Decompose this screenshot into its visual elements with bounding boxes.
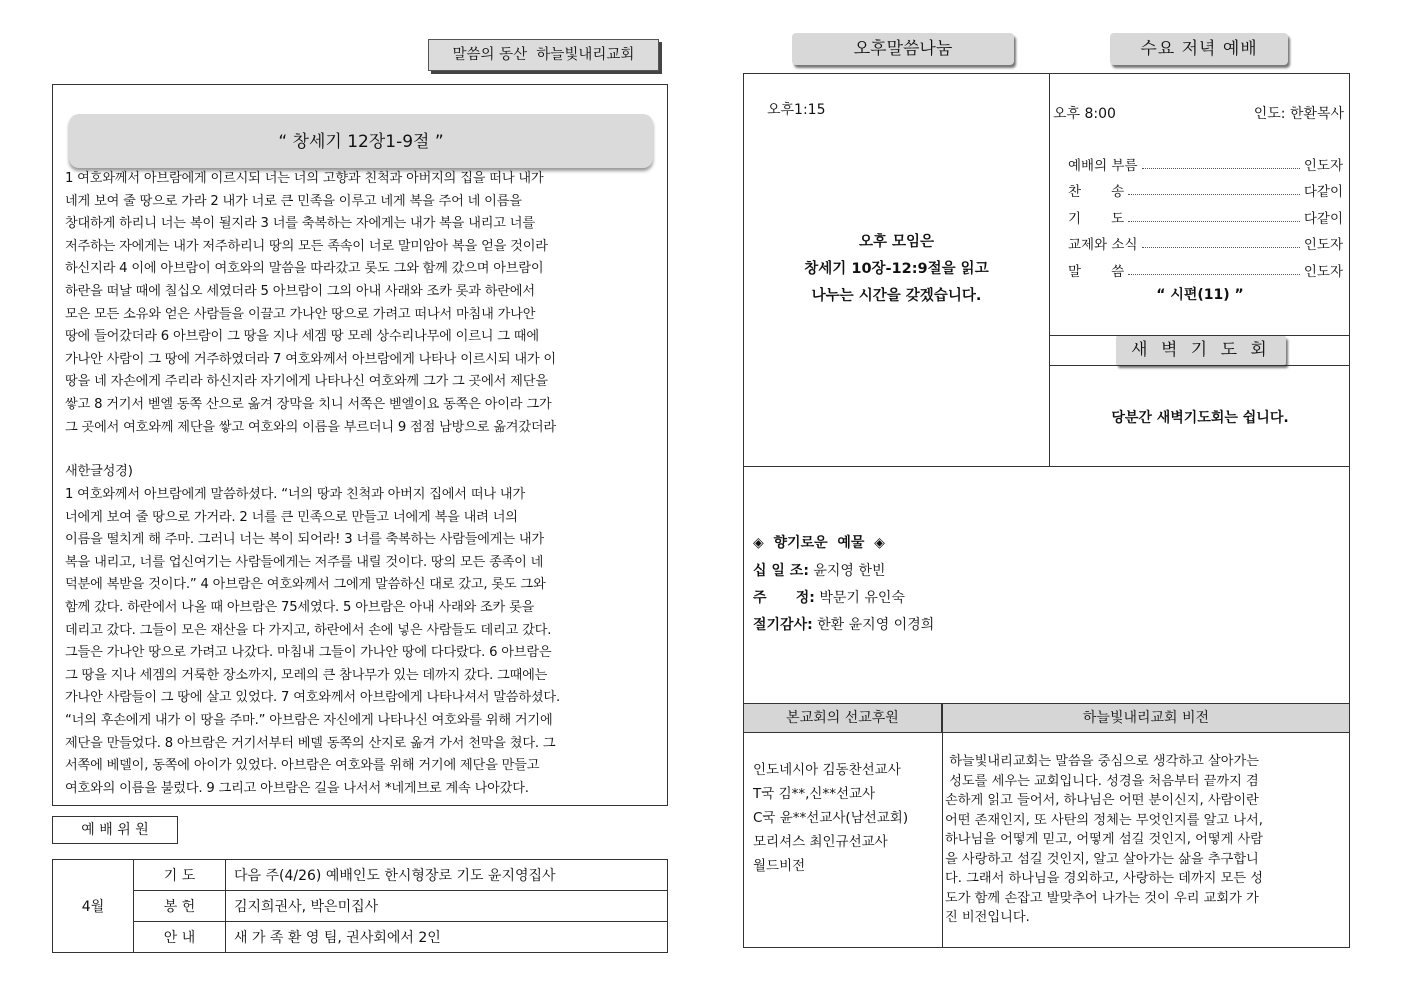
wednesday-leader: 인도: 한환목사 (1253, 106, 1344, 122)
version-label: 새한글성경) (65, 464, 133, 479)
text-line: 창대하게 하리니 너는 복이 될지라 3 너를 축복하는 자에게는 내가 복을 내리고 너를 (65, 216, 535, 232)
text-line: 서쪽에 베델이, 동쪽에 아이가 있었다. 아브람은 여호와를 위해 거기에 제단을 만들고 (65, 758, 540, 774)
text-line: 땅에 들어갔더라 6 아브람이 그 땅을 지나 세겜 땅 모레 상수리나무에 이르니 그 때에 (65, 329, 539, 345)
text-line: 저주하는 자에게는 내가 저주하리니 땅의 모든 족속이 너로 말미암아 복을 얻을 것이라 (65, 238, 548, 254)
wednesday-title-badge (1110, 33, 1288, 65)
text-line: 땅을 네 자손에게 주리라 하신지라 자기에게 나타나신 여호와께 그가 그 곳에서 제단을 (65, 374, 548, 390)
staff-role: 봉 헌 (134, 891, 226, 922)
afternoon-time: 오후1:15 (767, 102, 826, 118)
text-line: 그 곳에서 여호와께 제단을 쌓고 여호와의 이름을 부르더니 9 점점 남방으로 옮겨갔더라 (65, 419, 556, 435)
wednesday-title: 수요 저녁 예배 (1140, 39, 1258, 59)
text-line: 다. 그래서 하나님을 경외하고, 사랑하는 데까지 모든 성 (945, 871, 1263, 886)
offering-row (753, 587, 934, 614)
mission-item: 모리셔스 최인규선교사 (753, 834, 888, 850)
offering-names: 윤지영 한빈 (813, 563, 886, 579)
order-item (1068, 174, 1343, 201)
mission-item: T국 김**,신**선교사 (753, 786, 876, 802)
offering-label: 십 일 조: (753, 563, 809, 579)
order-item (1068, 147, 1343, 174)
vision-header-text: 하늘빛내리교회 비전 (1082, 710, 1210, 726)
dotted-leader (1142, 247, 1300, 248)
offering-label: 절기감사: (753, 617, 813, 633)
church-name-badge (428, 39, 659, 71)
wednesday-section (1050, 73, 1350, 336)
mission-item: 인도네시아 김동찬선교사 (753, 762, 901, 778)
wednesday-text: “ 시편(11) ” (1156, 287, 1244, 303)
afternoon-message-line: 나누는 시간을 갖겠습니다. (811, 288, 982, 304)
text-line: 손하게 읽고 들어서, 하나님은 어떤 분이신지, 사람이란 (945, 793, 1259, 808)
afternoon-message (743, 229, 1050, 310)
missions-header-text: 본교회의 선교후원 (786, 710, 899, 726)
worship-staff-table (52, 859, 668, 953)
order-item (1068, 253, 1343, 280)
text-line: 성도를 세우는 교회입니다. 성경을 처음부터 끝까지 겸 (945, 773, 1259, 789)
missions-header (743, 703, 942, 733)
offerings-title: ◈ 향기로운 예물 ◈ (753, 535, 885, 551)
staff-role: 기 도 (134, 860, 226, 891)
text-line: 함께 갔다. 하란에서 나올 때 아브람은 75세였다. 5 아브람은 아내 사래와 조카 롯을 (65, 599, 535, 615)
offering-row (753, 614, 934, 641)
text-line: 이름을 떨치게 해 주마. 그러니 너는 복이 되어라! 3 너를 축복하는 사람들에게는 내가 (65, 532, 544, 548)
offering-row (753, 560, 934, 587)
dotted-leader (1128, 274, 1300, 275)
vision-header (942, 703, 1350, 733)
scripture-title: “ 창세기 12장1-9절 ” (278, 132, 444, 152)
vision-text (945, 752, 1347, 928)
dawn-prayer-title-badge (1116, 336, 1286, 365)
offering-names: 박문기 유인숙 (819, 590, 905, 606)
order-item-who: 인도자 (1303, 263, 1343, 280)
order-item-name: 예배의 부름 (1068, 157, 1138, 174)
dawn-prayer-message: 당분간 새벽기도회는 쉽니다. (1111, 410, 1289, 426)
text-line: 하신지라 4 이에 아브람이 여호와의 말씀을 따라갔고 롯도 그와 함께 갔으며 아브람이 (65, 261, 544, 277)
order-of-service (1068, 147, 1343, 280)
staff-role: 안 내 (134, 922, 226, 953)
text-line: 도가 함께 손잡고 발맞추어 나가는 것이 우리 교회가 가 (945, 890, 1259, 906)
section-divider (743, 466, 1350, 467)
text-line: 제단을 만들었다. 8 아브람은 거기서부터 베델 동쪽의 산지로 옮겨 가서 천막을 쳤다. 그 (65, 735, 556, 751)
mission-item: 월드비전 (753, 858, 806, 874)
dotted-leader (1128, 221, 1300, 222)
order-item (1068, 227, 1343, 254)
worship-staff-label: 예 배 위 원 (81, 822, 149, 838)
order-item-who: 인도자 (1303, 237, 1343, 253)
order-item-name: 말 씀 (1068, 263, 1125, 280)
offerings-section (753, 532, 934, 641)
text-line: 1 여호와께서 아브람에게 이르시되 너는 너의 고향과 친척과 아버지의 집을 떠나 내가 (65, 171, 544, 186)
text-line: 가나안 사람들이 그 땅에 살고 있었다. 7 여호와께서 아브람에게 나타나셔서 말씀하셨다. (65, 690, 560, 706)
order-item-who: 인도자 (1303, 157, 1343, 174)
scripture-panel (52, 84, 668, 806)
dawn-prayer-title: 새 벽 기 도 회 (1131, 340, 1271, 360)
scripture-title-bar (69, 114, 653, 168)
order-item-name: 기 도 (1068, 210, 1125, 227)
order-item-who: 다같이 (1303, 210, 1343, 227)
text-line: 진 비전입니다. (945, 910, 1030, 925)
dotted-leader (1128, 194, 1300, 195)
order-item-name: 찬 송 (1068, 184, 1125, 200)
staff-month: 4월 (53, 860, 134, 953)
bottom-column-divider (942, 733, 943, 948)
text-line: 어떤 존재인지, 또 사탄의 정체는 무엇인지를 알고 나서, (945, 812, 1263, 828)
offering-label: 주 정: (753, 590, 815, 606)
text-line: 덕분에 복받을 것이다.” 4 아브람은 여호와께서 그에게 말씀하신 대로 갔고, 롯도 그와 (65, 577, 546, 593)
text-line: 하늘빛내리교회는 말씀을 중심으로 생각하고 살아가는 (945, 754, 1259, 769)
missions-list (753, 758, 908, 878)
text-line: 네게 보여 줄 땅으로 가라 2 내가 너로 큰 민족을 이루고 네게 복을 주어 네 이름을 (65, 193, 522, 209)
text-line: 1 여호와께서 아브람에게 말씀하셨다. “너의 땅과 친척과 아버지 집에서 떠나 내가 (65, 487, 525, 502)
text-line: 하나님을 어떻게 믿고, 어떻게 섬길 것인지, 어떻게 사람 (945, 832, 1263, 847)
afternoon-title-badge (792, 33, 1014, 65)
text-line: 복을 내리고, 너를 업신여기는 사람들에게는 저주를 내릴 것이다. 땅의 모든 종족이 네 (65, 554, 544, 570)
order-item-who: 다같이 (1303, 184, 1343, 200)
afternoon-section (743, 73, 1050, 466)
scripture-text-new (65, 484, 665, 800)
text-line: 너에게 보여 줄 땅으로 가거라. 2 너를 큰 민족으로 만들고 너에게 복을 내려 너의 (65, 509, 518, 525)
dotted-leader (1142, 168, 1300, 169)
text-line: 쌓고 8 거기서 벧엘 동쪽 산으로 옮겨 장막을 치니 서쪽은 벧엘이요 동쪽은 아이라 그가 (65, 396, 552, 412)
text-line: 하란을 떠날 때에 칠십오 세였더라 5 아브람이 그의 아내 사래와 조카 롯과 하란에서 (65, 283, 535, 299)
worship-staff-label-box (52, 816, 178, 844)
order-item (1068, 200, 1343, 227)
mission-item: C국 윤**선교사(남선교회) (753, 810, 909, 826)
text-line: 모은 모든 소유와 얻은 사람들을 이끌고 가나안 땅으로 가려고 떠나서 마침내 가나안 (65, 306, 536, 322)
afternoon-message-line: 창세기 10장-12:9절을 읽고 (804, 261, 989, 277)
text-line: 여호와의 이름을 불렀다. 9 그리고 아브람은 길을 나서서 *네게브로 계속 나아갔다. (65, 780, 529, 796)
order-item-name: 교제와 소식 (1068, 237, 1138, 253)
text-line: 가나안 사람이 그 땅에 거주하였더라 7 여호와께서 아브람에게 나타나 이르시되 내가 이 (65, 351, 556, 367)
staff-detail: 다음 주(4/26) 예배인도 한시형장로 기도 윤지영집사 (226, 860, 668, 891)
offering-names: 한환 윤지영 이경희 (817, 617, 935, 633)
text-line: 그들은 가나안 땅으로 가려고 나갔다. 마침내 그들이 가나안 땅에 다다랐다. 6 아브람은 (65, 645, 552, 661)
staff-detail: 새 가 족 환 영 팀, 권사회에서 2인 (226, 922, 668, 953)
church-name: 말씀의 동산 하늘빛내리교회 (452, 47, 635, 63)
wednesday-time: 오후 8:00 (1053, 106, 1116, 122)
staff-detail: 김지희권사, 박은미집사 (226, 891, 668, 922)
afternoon-message-line: 오후 모임은 (858, 234, 935, 250)
dawn-prayer-box (1050, 365, 1350, 466)
afternoon-title: 오후말씀나눔 (853, 39, 953, 59)
text-line: 을 사랑하고 섬길 것인지, 알고 살아가는 삶을 추구합니 (945, 851, 1259, 867)
scripture-text-kjv (65, 168, 665, 439)
text-line: “너의 후손에게 내가 이 땅을 주마.” 아브람은 자신에게 나타나신 여호와를 위해 거기에 (65, 712, 553, 728)
text-line: 데리고 갔다. 그들이 모은 재산을 다 가지고, 하란에서 손에 넣은 사람들도 데리고 갔다. (65, 622, 552, 638)
text-line: 그 땅을 지나 세겜의 거룩한 장소까지, 모레의 큰 참나무가 있는 데까지 갔다. 그때에는 (65, 667, 548, 683)
